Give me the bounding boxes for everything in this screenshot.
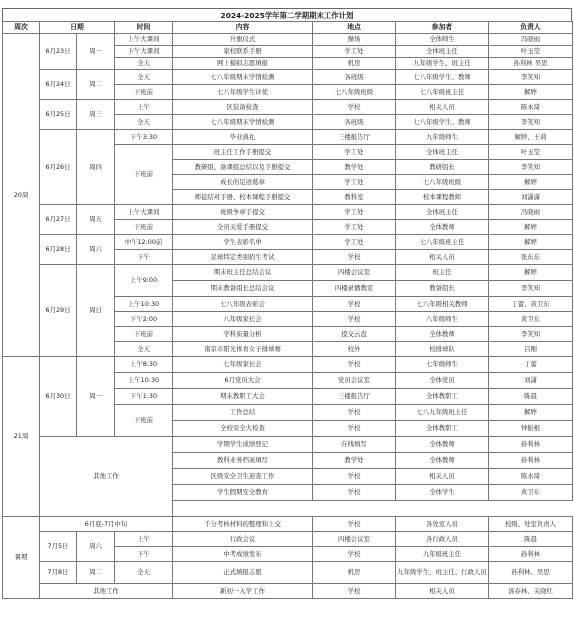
owner-cell: 冯晓雨 — [489, 34, 573, 46]
place-cell: 提交云盘 — [313, 327, 396, 342]
owner-cell: 叶玉莹 — [489, 145, 573, 160]
other-work-label: 其他工作 — [40, 584, 173, 599]
content-cell: 期末教备组长总结会议 — [173, 281, 313, 297]
time-cell: 上午 — [115, 100, 173, 115]
people-cell: 九年级学生、班主任 — [396, 58, 489, 70]
owner-cell: 叶玉莹 — [489, 46, 573, 58]
content-cell: 行政会议 — [173, 532, 313, 547]
owner-cell: 解婷 — [489, 220, 573, 235]
time-cell: 上午 — [115, 532, 173, 547]
owner-cell: 刘潇潇 — [489, 190, 573, 205]
time-cell: 上午大课间 — [115, 34, 173, 46]
people-cell: 全体教师 — [396, 220, 489, 235]
place-cell: 学工处 — [313, 46, 396, 58]
place-cell: 学工处 — [313, 175, 396, 190]
owner-cell: 张东东 — [489, 250, 573, 265]
owner-cell: 陈晨 — [489, 532, 573, 547]
owner-cell: 孙利林、吴思 — [489, 562, 573, 584]
time-cell: 全天 — [115, 58, 173, 70]
table-row — [3, 70, 573, 85]
place-cell: 学校 — [313, 517, 396, 532]
content-cell: 七八年级期末学情检测 — [173, 70, 313, 85]
owner-cell: 校级、处室负责人 — [489, 517, 573, 532]
content-cell: 学生表彰名单 — [173, 235, 313, 250]
place-cell: 学校 — [313, 584, 396, 599]
place-cell: 操场 — [313, 34, 396, 46]
content-cell: 七八年级表彰会 — [173, 297, 313, 312]
weekday-cell: 周三 — [77, 100, 115, 130]
place-cell: 教学处 — [313, 160, 396, 175]
people-cell: 七八年级班主任 — [396, 235, 489, 250]
content-cell: 学期学生成绩登记 — [173, 437, 313, 453]
weekday-cell: 周六 — [77, 235, 115, 265]
content-cell: 八年级家长会 — [173, 312, 313, 327]
table-row — [3, 562, 573, 584]
time-cell: 全天 — [115, 70, 173, 85]
time-cell: 全天 — [115, 115, 173, 130]
people-cell: 七八年级相关教师 — [396, 297, 489, 312]
time-cell: 全天 — [115, 562, 173, 584]
place-cell: 校外 — [313, 342, 396, 357]
place-cell: 七八年级班级 — [313, 85, 396, 100]
date-cell: 6月底-7月中旬 — [40, 517, 173, 532]
weekday-cell: 周四 — [77, 130, 115, 205]
weekday-cell: 周日 — [77, 265, 115, 357]
people-cell: 全体师生 — [396, 34, 489, 46]
content-cell: 七年级家长会 — [173, 357, 313, 373]
page-title: 2024-2025学年第二学期期末工作计划 — [2, 8, 572, 22]
owner-cell: 解婷 — [489, 235, 573, 250]
content-cell: 6月党员大会 — [173, 373, 313, 389]
content-cell: 七八年级学生评优 — [173, 85, 313, 100]
header-owner: 负责人 — [489, 22, 573, 34]
time-cell: 上午10:30 — [115, 297, 173, 312]
people-cell: 七八年级班级 — [396, 175, 489, 190]
people-cell: 九年级班主任 — [396, 547, 489, 562]
time-cell: 下午大课间 — [115, 46, 173, 58]
place-cell: 学工处 — [313, 220, 396, 235]
place-cell: 学工处 — [313, 235, 396, 250]
people-cell: 相关人员 — [396, 100, 489, 115]
content-cell: 班主任工作手册提交 — [173, 145, 313, 160]
header-week: 周次 — [3, 22, 40, 34]
owner-cell: 孙利林 — [489, 547, 573, 562]
content-cell: 教研组、备课组总结以及手册提交 — [173, 160, 313, 175]
weekday-cell: 周五 — [77, 205, 115, 235]
table-row — [3, 100, 573, 115]
place-cell: 教科室 — [313, 190, 396, 205]
date-cell: 7月5日 — [40, 532, 77, 562]
content-cell: 区装备检查 — [173, 100, 313, 115]
owner-cell: 孙利林 — [489, 437, 573, 453]
header-people: 参加者 — [396, 22, 489, 34]
people-cell: 全体学生 — [396, 485, 489, 501]
time-cell: 下午3:30 — [115, 130, 173, 145]
content-cell: 毕业典礼 — [173, 130, 313, 145]
people-cell: 全体党员 — [396, 373, 489, 389]
date-cell: 6月23日 — [40, 34, 77, 70]
place-cell: 学校 — [313, 405, 396, 421]
people-cell: 七八年级学生、教师 — [396, 115, 489, 130]
owner-cell: 解婷 — [489, 85, 573, 100]
content-cell: 升旗仪式 — [173, 34, 313, 46]
content-cell: 正式填报志愿 — [173, 562, 313, 584]
place-cell: 学校 — [313, 250, 396, 265]
content-cell: 南京市阳光体育女子排球赛 — [173, 342, 313, 357]
owner-cell: 陈永琦 — [489, 469, 573, 485]
people-cell: 全体教师 — [396, 453, 489, 469]
place-cell: 学校 — [313, 485, 396, 501]
header-content: 内容 — [173, 22, 313, 34]
content-cell: 全校安全大检查 — [173, 421, 313, 437]
place-cell: 各班级 — [313, 70, 396, 85]
time-cell: 上午10:30 — [115, 373, 173, 389]
time-cell: 下班前 — [115, 327, 173, 342]
table-row — [3, 265, 573, 281]
time-cell: 下班前 — [115, 220, 173, 235]
content-cell: 期末班主任总结会议 — [173, 265, 313, 281]
time-cell: 下班前 — [115, 405, 173, 437]
owner-cell: 刘潇 — [489, 373, 573, 389]
time-cell: 下午 — [115, 250, 173, 265]
table-row — [3, 584, 573, 599]
people-cell: 七八九年级班主任 — [396, 405, 489, 421]
week-cell: 暑期 — [3, 517, 40, 599]
content-cell: 足球特定类别招生考试 — [173, 250, 313, 265]
place-cell: 学工处 — [313, 205, 396, 220]
weekday-cell: 周二 — [77, 562, 115, 584]
owner-cell: 丁蕾 — [489, 357, 573, 373]
table-row — [3, 235, 573, 250]
weekday-cell: 周一 — [77, 34, 115, 70]
table-row — [3, 437, 573, 453]
people-cell: 七八年级学生、教师 — [396, 70, 489, 85]
table-row — [3, 532, 573, 547]
people-cell: 相关人员 — [396, 584, 489, 599]
people-cell: 各行政人员 — [396, 532, 489, 547]
people-cell: 八年级师生 — [396, 312, 489, 327]
content-cell: 工作总结 — [173, 405, 313, 421]
owner-cell: 李笑知 — [489, 160, 573, 175]
time-cell: 上午9:00 — [115, 265, 173, 297]
weekday-cell: 周二 — [77, 70, 115, 100]
header-time: 时间 — [115, 22, 173, 34]
time-cell: 中午12:00前 — [115, 235, 173, 250]
owner-cell: 丁蕾、黄卫东 — [489, 297, 573, 312]
place-cell: 四楼会议室 — [313, 532, 396, 547]
owner-cell: 陈永琦 — [489, 100, 573, 115]
date-cell: 6月26日 — [40, 130, 77, 205]
people-cell: 全体教师 — [396, 327, 489, 342]
date-cell: 6月29日 — [40, 265, 77, 357]
table-row — [3, 34, 573, 46]
content-cell: 全员关爱手册提交 — [173, 220, 313, 235]
content-cell: 千分考核材料的整理和上交 — [173, 517, 313, 532]
owner-cell: 冯晓雨 — [489, 205, 573, 220]
date-cell: 6月25日 — [40, 100, 77, 130]
header-row — [3, 22, 573, 34]
place-cell: 各班级 — [313, 115, 396, 130]
people-cell: 全体教职工 — [396, 421, 489, 437]
people-cell: 全体班主任 — [396, 46, 489, 58]
header-date: 日期 — [40, 22, 115, 34]
place-cell: 四楼会议室 — [313, 265, 396, 281]
people-cell: 七年级师生 — [396, 357, 489, 373]
time-cell: 下班前 — [115, 85, 173, 100]
owner-cell: 解婷 — [489, 265, 573, 281]
place-cell: 学校 — [313, 547, 396, 562]
owner-cell: 李笑知 — [489, 281, 573, 297]
place-cell: 机房 — [313, 58, 396, 70]
people-cell: 校排球队 — [396, 342, 489, 357]
place-cell: 学校 — [313, 100, 396, 115]
date-cell: 6月28日 — [40, 235, 77, 265]
content-cell: 家校联系手册 — [173, 46, 313, 58]
place-cell: 在线填写 — [313, 437, 396, 453]
time-cell: 下午 — [115, 547, 173, 562]
time-cell: 下午2:00 — [115, 312, 173, 327]
content-cell: 学生假期安全教育 — [173, 485, 313, 501]
time-cell: 上午8:30 — [115, 357, 173, 373]
place-cell: 学校 — [313, 421, 396, 437]
owner-cell: 孙利林 吴思 — [489, 58, 573, 70]
content-cell: 区级安全卫生迎查工作 — [173, 469, 313, 485]
owner-cell: 吕刚 — [489, 342, 573, 357]
content-cell: 成长的足迹葛章 — [173, 175, 313, 190]
other-work-label: 其他工作 — [40, 437, 173, 517]
weekday-cell: 周一 — [77, 357, 115, 437]
table-row — [3, 130, 573, 145]
people-cell: 相关人员 — [396, 250, 489, 265]
time-cell: 下班前 — [115, 145, 173, 205]
people-cell: 九年级学生、班主任、行政人员 — [396, 562, 489, 584]
table-row — [3, 517, 573, 532]
people-cell: 全体教职工 — [396, 389, 489, 405]
place-cell: 学校 — [313, 469, 396, 485]
table-row — [3, 205, 573, 220]
owner-cell: 孙利林 — [489, 453, 573, 469]
people-cell: 相关人员 — [396, 469, 489, 485]
header-place: 地点 — [313, 22, 396, 34]
people-cell: 七八年级班主任 — [396, 85, 489, 100]
place-cell: 学校 — [313, 297, 396, 312]
content-cell: 网上模拟志愿填报 — [173, 58, 313, 70]
owner-cell: 黄卫东 — [489, 312, 573, 327]
place-cell: 学校 — [313, 312, 396, 327]
date-cell: 7月8日 — [40, 562, 77, 584]
owner-cell: 李笑知 — [489, 70, 573, 85]
content-cell: 中考成绩发布 — [173, 547, 313, 562]
people-cell: 教备组长 — [396, 281, 489, 297]
content-cell: 新初一入学工作 — [173, 584, 313, 599]
time-cell: 上午大课间 — [115, 205, 173, 220]
place-cell: 教学处 — [313, 453, 396, 469]
content-cell: 七八年级期末学情检测 — [173, 115, 313, 130]
time-cell: 下午1:30 — [115, 389, 173, 405]
people-cell: 校本课程教师 — [396, 190, 489, 205]
table-row — [3, 357, 573, 373]
people-cell: 全体班主任 — [396, 205, 489, 220]
place-cell: 党员会议室 — [313, 373, 396, 389]
time-cell: 全天 — [115, 342, 173, 357]
owner-cell: 解婷 — [489, 405, 573, 421]
date-cell: 6月27日 — [40, 205, 77, 235]
schedule-table — [2, 21, 573, 599]
place-cell: 机房 — [313, 562, 396, 584]
place-cell: 三楼报告厅 — [313, 389, 396, 405]
people-cell: 各处室人员 — [396, 517, 489, 532]
weekday-cell: 周六 — [77, 532, 115, 562]
place-cell: 学工处 — [313, 145, 396, 160]
owner-cell: 钟振根 — [489, 421, 573, 437]
place-cell: 学校 — [313, 357, 396, 373]
owner-cell: 李笑知 — [489, 115, 573, 130]
owner-cell: 解婷 — [489, 175, 573, 190]
date-cell: 6月30日 — [40, 357, 77, 437]
owner-cell: 陈晨 — [489, 389, 573, 405]
owner-cell: 李笑知 — [489, 327, 573, 342]
content-cell: 学科质量分析 — [173, 327, 313, 342]
people-cell: 教研组长 — [396, 160, 489, 175]
date-cell: 6月24日 — [40, 70, 77, 100]
place-cell: 四楼录播教室 — [313, 281, 396, 297]
week-cell: 20周 — [3, 34, 40, 357]
content-cell: 教科业务档案填写 — [173, 453, 313, 469]
content-cell: 期末教职工大会 — [173, 389, 313, 405]
owner-cell: 汤春林、关晓红 — [489, 584, 573, 599]
content-cell: 师徒结对手册、校本课程手册提交 — [173, 190, 313, 205]
content-cell: 班级争章手提交 — [173, 205, 313, 220]
people-cell: 全体班主任 — [396, 145, 489, 160]
place-cell: 三楼报告厅 — [313, 130, 396, 145]
people-cell: 班主任 — [396, 265, 489, 281]
people-cell: 九年级师生 — [396, 130, 489, 145]
week-cell: 21周 — [3, 357, 40, 517]
owner-cell: 黄卫东 — [489, 485, 573, 501]
owner-cell: 解婷、王莉 — [489, 130, 573, 145]
people-cell: 全体教师 — [396, 437, 489, 453]
